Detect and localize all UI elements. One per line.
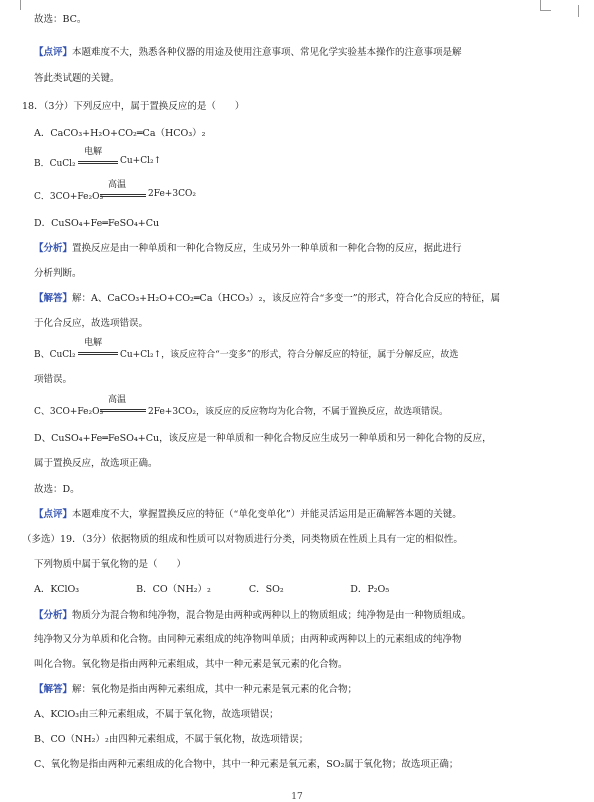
question-18: 18．（3分）下列反应中，属于置换反应的是（ ）: [22, 101, 245, 112]
analysis-line-1: [34, 243, 462, 255]
analysis-19-line-1: [34, 610, 471, 622]
solution-tag: 【解答】: [34, 293, 73, 304]
analysis-19-text: 物质分为混合物和纯净物，混合物是由两种或两种以上的物质组成；纯净物是由一种物质组成。: [72, 610, 472, 621]
solution-19-c: C、氧化物是指由两种元素组成的化合物中，其中一种元素是氧元素，SO₂属于氧化物；故选项正确；: [34, 759, 459, 770]
comment-text: 本题难度不大，熟悉各种仪器的用途及使用注意事项、常见化学实验基本操作的注意事项是解: [72, 47, 462, 58]
crop-mark-top-right: [540, 0, 551, 11]
q18-option-a: A．CaCO₃+H₂O+CO₂═Ca（HCO₃）₂: [34, 128, 206, 139]
comment-18-tag: 【点评】: [34, 509, 73, 520]
solution-19-tag: 【解答】: [34, 684, 73, 695]
sol-b-right: Cu+Cl₂↑，该反应符合“一变多”的形式，符合分解反应的特征，属于分解反应，故选: [120, 350, 459, 360]
analysis-19-line-2: 纯净物又分为单质和化合物。由同种元素组成的纯净物叫单质；由两种或两种以上的元素组成的纯净物: [34, 634, 462, 645]
solution-19-a: A、KClO₃由三种元素组成，不属于氧化物，故选项错误；: [34, 709, 279, 720]
solution-19-text: 解：氧化物是指由两种元素组成，其中一种元素是氧元素的化合物；: [72, 684, 358, 695]
q18-option-d: D．CuSO₄+Fe═FeSO₄+Cu: [34, 218, 160, 229]
solution-d-line-2: 属于置换反应，故选项正确。: [34, 458, 158, 469]
sol-b-arrow: [78, 352, 118, 355]
q18-c-condition: 高温: [108, 180, 127, 190]
sol-c-left: C、3CO+Fe₂O₃: [34, 407, 104, 417]
answer-18: 故选：D。: [34, 484, 80, 495]
solution-text: 解：A、CaCO₃+H₂O+CO₂═Ca（HCO₃）₂，该反应符合“多变一”的形式，符合化合反应的特征，属: [72, 293, 501, 304]
solution-line-1: [34, 293, 500, 305]
page-number: 17: [291, 792, 303, 802]
comment-line-1: [34, 47, 462, 59]
solution-c: [34, 395, 554, 418]
q18-b-left: B．CuCl₂: [34, 159, 76, 169]
crop-mark-top-right-2: [578, 5, 589, 17]
crop-mark-top-left: [10, 0, 21, 10]
solution-19-line-1: [34, 684, 357, 696]
sol-b-condition: 电解: [84, 338, 103, 348]
q18-b-condition: 电解: [84, 147, 103, 157]
solution-line-2: 于化合反应，故选项错误。: [34, 318, 149, 329]
comment-tag: 【点评】: [34, 47, 73, 58]
analysis-line-2: 分析判断。: [34, 268, 82, 279]
solution-b-line-2: 项错误。: [34, 374, 73, 385]
answer-line: 故选：BC。: [34, 14, 87, 25]
analysis-tag: 【分析】: [34, 243, 73, 254]
sol-b-left: B、CuCl₂: [34, 350, 76, 360]
analysis-19-line-3: 叫化合物。氧化物是指由两种元素组成，其中一种元素是氧元素的化合物。: [34, 659, 348, 670]
solution-19-b: B、CO（NH₂）₂由四种元素组成，不属于氧化物，故选项错误；: [34, 734, 309, 745]
analysis-text: 置换反应是由一种单质和一种化合物反应，生成另外一种单质和一种化合物的反应，据此进行: [72, 243, 462, 254]
comment-line-2: 答此类试题的关键。: [34, 73, 120, 84]
sol-c-right: 2Fe+3CO₂，该反应的反应物均为化合物，不属于置换反应，故选项错误。: [148, 407, 448, 417]
q18-c-right: 2Fe+3CO₂: [148, 189, 196, 199]
q18-option-c: [34, 180, 234, 203]
comment-18: [34, 509, 462, 521]
q18-c-arrow: [100, 194, 146, 197]
comment-18-text: 本题难度不大，掌握置换反应的特征（“单化变单化”）并能灵活运用是正确解答本题的关键。: [72, 509, 462, 520]
q18-b-arrow: [78, 161, 118, 164]
solution-d-line-1: D、CuSO₄+Fe═FeSO₄+Cu，该反应是一种单质和一种化合物反应生成另一种单质和另一种化合物的反应，: [34, 433, 492, 444]
sol-c-condition: 高温: [108, 395, 127, 405]
analysis-19-tag: 【分析】: [34, 610, 73, 621]
question-19-line-2: 下列物质中属于氧化物的是（ ）: [34, 559, 187, 570]
q18-option-b: [34, 147, 234, 170]
q18-c-left: C．3CO+Fe₂O₃: [34, 192, 104, 202]
sol-c-arrow: [100, 409, 146, 412]
q18-b-right: Cu+Cl₂↑: [120, 156, 162, 166]
question-19: （多选）19．（3分）依据物质的组成和性质可以对物质进行分类，同类物质在性质上具有一定的相似性。: [22, 534, 463, 545]
solution-b: [34, 338, 554, 361]
q19-options: A．KClO₃ B．CO（NH₂）₂ C．SO₂ D．P₂O₅: [34, 584, 390, 595]
